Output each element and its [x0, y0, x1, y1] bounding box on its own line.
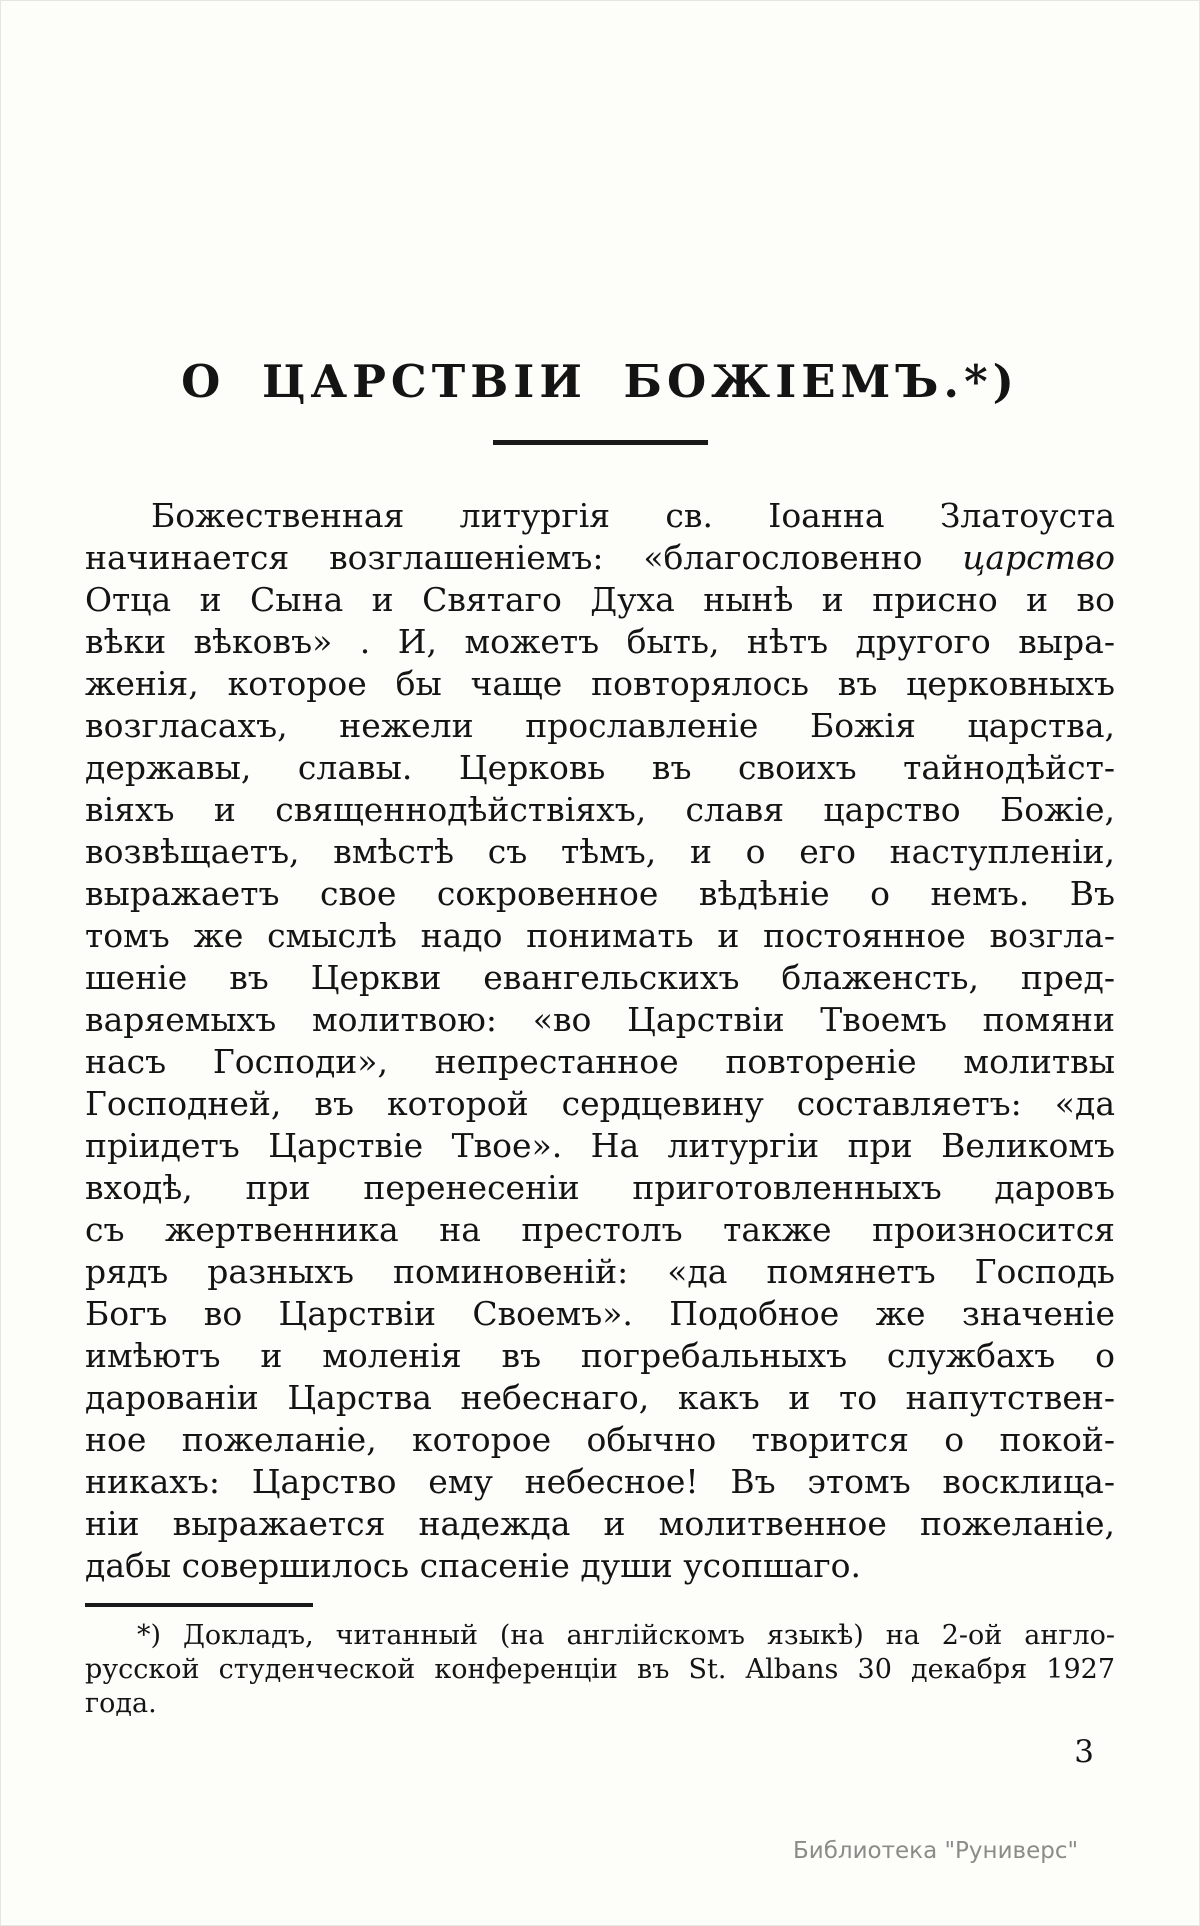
body-line: Богъ во Царствіи Своемъ». Подобное же значеніе — [85, 1294, 1115, 1333]
footnote-line: *) Докладъ, читанный (на англійскомъ языкѣ) на 2-ой англо- — [137, 1620, 1115, 1651]
body-text-block — [85, 495, 1115, 1587]
body-line: пріидетъ Царствіе Твое». На литургіи при Великомъ — [85, 1126, 1115, 1165]
body-line: томъ же смыслѣ надо понимать и постоянное возгла- — [85, 916, 1115, 955]
body-line: варяемыхъ молитвою: «во Царствіи Твоемъ помяни — [85, 1000, 1115, 1039]
body-line: шеніе въ Церкви евангельскихъ блаженсть, пред- — [85, 958, 1115, 997]
body-line: рядъ разныхъ поминовеній: «да помянетъ Господь — [85, 1252, 1115, 1291]
body-line: съ жертвенника на престолъ также произносится — [85, 1210, 1115, 1249]
body-line: ное пожеланіе, которое обычно творится о покой- — [85, 1420, 1115, 1459]
title-divider-rule — [493, 440, 708, 445]
body-line: возвѣщаетъ, вмѣстѣ съ тѣмъ, и о его наступленіи, — [85, 832, 1115, 871]
body-line: Отца и Сына и Святаго Духа нынѣ и присно и во — [85, 580, 1115, 619]
body-line: женія, которое бы чаще повторялось въ церковныхъ — [85, 664, 1115, 703]
body-line: Божественная литургія св. Іоанна Златоуста — [151, 496, 1115, 535]
footnote-divider-rule — [85, 1603, 313, 1607]
body-line: никахъ: Царство ему небесное! Въ этомъ восклица- — [85, 1462, 1115, 1501]
page-title: О ЦАРСТВІИ БОЖІЕМЪ.*) — [181, 355, 1019, 408]
body-line: выражаетъ свое сокровенное вѣдѣніе о немъ. Въ — [85, 874, 1115, 913]
footnote-line: года. — [85, 1688, 157, 1719]
body-line: дарованіи Царства небеснаго, какъ и то напутствен- — [85, 1378, 1115, 1417]
body-line: входѣ, при перенесеніи приготовленныхъ даровъ — [85, 1168, 1115, 1207]
body-line: возгласахъ, нежели прославленіе Божія царства, — [85, 706, 1115, 745]
body-line: державы, славы. Церковь въ своихъ тайнодѣйст- — [85, 748, 1115, 787]
body-line — [85, 537, 1115, 579]
body-line: віяхъ и священнодѣйствіяхъ, славя царство Божіе, — [85, 790, 1115, 829]
body-line: ніи выражается надежда и молитвенное пожеланіе, — [85, 1504, 1115, 1543]
body-line: вѣки вѣковъ» . И, можетъ быть, нѣтъ другого выра- — [85, 622, 1115, 661]
body-line-fragment: начинается возглашеніемъ: «благословенно — [85, 538, 923, 577]
footnote-line: русской студенческой конференціи въ St. Albans 30 декабря 1927 — [85, 1654, 1115, 1685]
footnote-block — [85, 1619, 1115, 1721]
body-line-italic-fragment: царство — [962, 538, 1115, 577]
body-line: дабы совершилось спасеніе души усопшаго. — [85, 1546, 862, 1585]
body-line: насъ Господи», непрестанное повтореніе молитвы — [85, 1042, 1115, 1081]
body-line: имѣютъ и моленія въ погребальныхъ службахъ о — [85, 1336, 1115, 1375]
page-number: 3 — [1074, 1734, 1094, 1770]
library-watermark: Библиотека "Руниверс" — [793, 1838, 1079, 1864]
body-line: Господней, въ которой сердцевину составляетъ: «да — [85, 1084, 1115, 1123]
